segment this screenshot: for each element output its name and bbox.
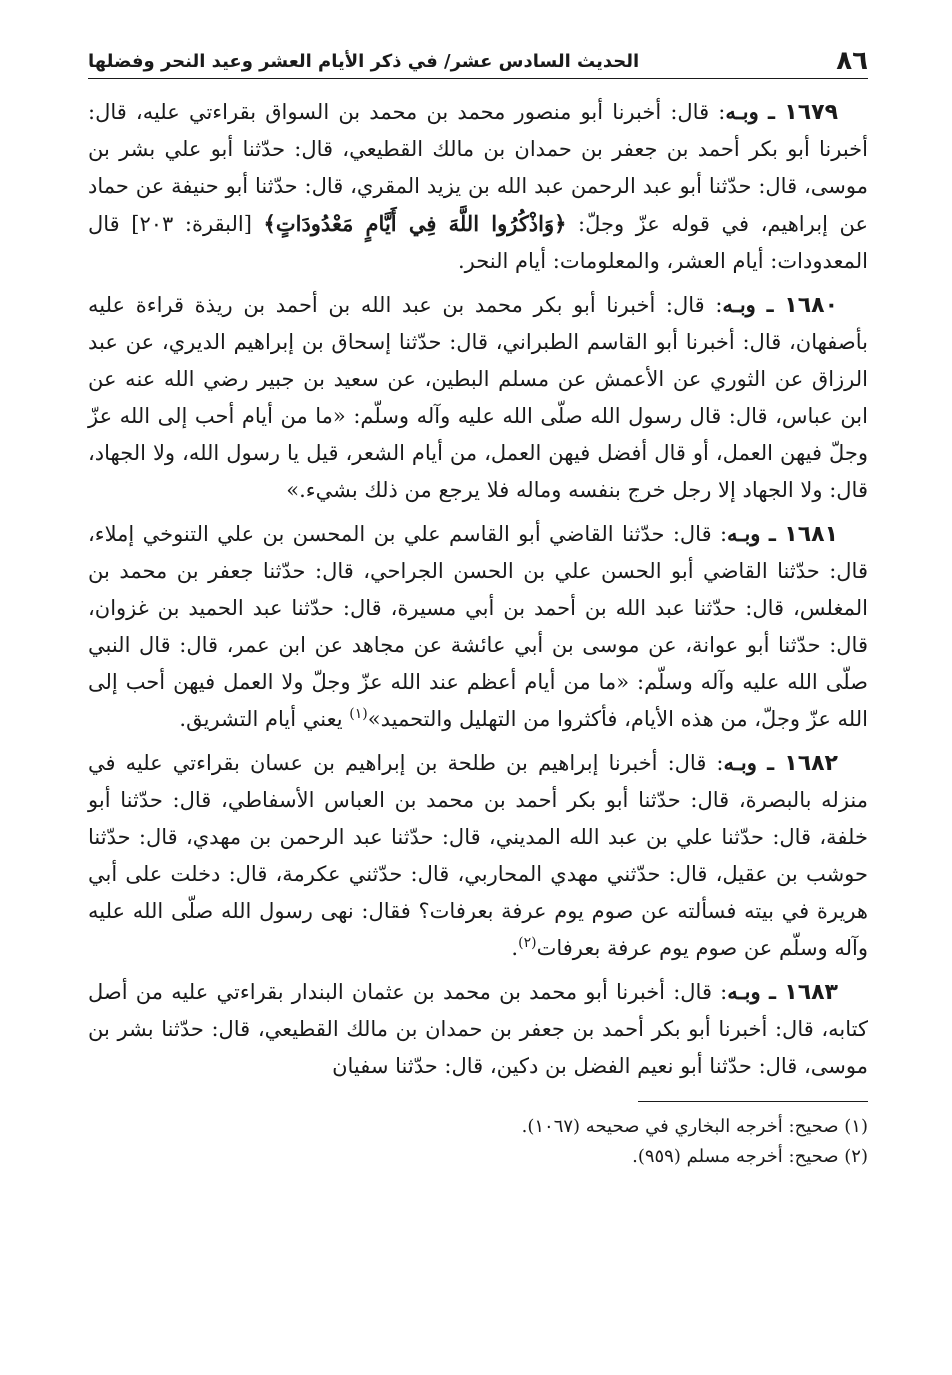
hadith-number: ١٦٨٣ xyxy=(784,980,838,1005)
footnote-ref[interactable]: (٢) xyxy=(518,935,537,951)
page-number: ٨٦ xyxy=(836,46,868,76)
quran-verse: ﴿وَاذْكُرُوا اللَّهَ فِي أَيَّامٍ مَعْدُودَاتٍ﴾ xyxy=(263,211,567,236)
hadith-separator: ـ xyxy=(766,293,774,317)
hadith-text: : قال: أخبرنا أبو محمد بن محمد بن عثمان البندار بقراءتي عليه من أصل كتابه، قال: أخبرنا أبو بكر أحمد بن جعفر بن حمدان بن مالك القطيعي، قال: حدّثنا بشر بن موسى، قال: حدّثنا أبو نعيم الفضل بن دكين، قال: حدّثنا سفيان xyxy=(88,980,868,1078)
hadith-separator: ـ xyxy=(768,522,776,546)
hadith-lead: وبـه xyxy=(723,750,757,775)
hadith-text: : قال: أخبرنا أبو منصور محمد بن محمد بن السواق بقراءتي عليه، قال: أخبرنا أبو بكر أحمد بن جعفر بن حمدان بن مالك القطيعي، قال: حدّثنا أبو علي بشر بن موسى، قال: حدّثنا أبو عبد الرحمن عبد الله بن يزيد المقري، قال: حدّثنا أبو حنيفة عن حماد عن إبراهيم، في قوله عزّ وجلّ: xyxy=(88,100,869,236)
hadith-number: ١٦٨١ xyxy=(784,522,838,547)
hadith-text-after: يعني أيام التشريق. xyxy=(179,707,350,731)
footnote-2: (٢) صحيح: أخرجه مسلم (٩٥٩). xyxy=(632,1146,868,1167)
hadith-separator: ـ xyxy=(767,100,776,124)
footnote-divider xyxy=(638,1101,868,1102)
hadith-number: ١٦٨٠ xyxy=(784,293,838,318)
running-head xyxy=(88,40,868,79)
footnotes xyxy=(88,1112,868,1172)
hadith-separator: ـ xyxy=(768,980,777,1004)
hadith-lead: وبـه xyxy=(727,521,761,546)
hadith-text-after: [البقرة: ٢٠٣] قال المعدودات: أيام العشر، والمعلومات: أيام النحر. xyxy=(88,212,868,273)
hadith-lead: وبـه xyxy=(722,292,756,317)
chapter-title: الحديث السادس عشر/ في ذكر الأيام العشر وعيد النحر وفضلها xyxy=(88,51,640,72)
hadith-lead: وبـه xyxy=(725,99,759,124)
hadith-text: : قال: أخبرنا أبو بكر محمد بن عبد الله بن أحمد بن ريذة قراءة عليه بأصفهان، قال: أخبرنا أبو القاسم الطبراني، قال: حدّثنا إسحاق بن إبراهيم الديري، عن عبد الرزاق عن الثوري عن الأعمش عن مسلم البطين، عن سعيد بن جبير رضي الله عنه عن ابن عباس، قال: قال رسول الله صلّى الله عليه وآله وسلّم: «ما من أيام أحب إلى الله عزّ وجلّ فيهن العمل، أو قال أفضل فيهن العمل، من أيام الشعر، قيل يا رسول الله، ولا الجهاد، قال: ولا الجهاد إلا رجل خرج بنفسه وماله فلا يرجع من ذلك بشيء.» xyxy=(88,293,868,502)
footnote-1: (١) صحيح: أخرجه البخاري في صحيحه (١٠٦٧). xyxy=(521,1116,868,1137)
hadith-number: ١٦٨٢ xyxy=(784,751,838,776)
hadith-1681 xyxy=(88,515,868,738)
hadith-separator: ـ xyxy=(767,751,775,775)
hadith-1683 xyxy=(88,973,868,1085)
hadith-text-after: . xyxy=(511,936,519,960)
hadith-1682 xyxy=(88,744,868,967)
hadith-lead: وبـه xyxy=(727,979,761,1004)
page xyxy=(88,40,868,1172)
hadith-1679 xyxy=(88,93,868,280)
footnote-ref[interactable]: (١) xyxy=(349,706,368,722)
hadith-1680 xyxy=(88,286,868,509)
main-text xyxy=(88,93,868,1085)
hadith-number: ١٦٧٩ xyxy=(784,100,838,125)
hadith-text: : قال: أخبرنا إبراهيم بن طلحة بن إبراهيم بن عسان بقراءتي عليه في منزله بالبصرة، قال: حدّثنا أبو بكر أحمد بن محمد بن العباس الأسفاطي، قال: حدّثنا أبو خلفة، قال: حدّثنا علي بن عبد الله المديني، قال: حدّثنا عبد الرحمن بن مهدي، قال: حدّثنا حوشب بن عقيل، قال: حدّثني مهدي المحاربي، قال: حدّثني عكرمة، قال: دخلت على أبي هريرة في بيته فسألته عن صوم يوم عرفة بعرفات؟ فقال: نهى رسول الله صلّى الله عليه وآله وسلّم عن صوم يوم عرفة بعرفات xyxy=(88,751,868,960)
hadith-text: : قال: حدّثنا القاضي أبو القاسم علي بن المحسن بن علي التنوخي إملاء، قال: حدّثنا القاضي أبو الحسن علي بن الحسن الجراحي، قال: حدّثنا جعفر بن محمد بن المغلس، قال: حدّثنا عبد الله بن أحمد بن أبي مسيرة، قال: حدّثنا عبد الحميد بن غزوان، قال: حدّثنا أبو عوانة، عن موسى بن أبي عائشة عن مجاهد عن ابن عمر، قال: قال النبي صلّى الله عليه وآله وسلّم: «ما من أيام أعظم عند الله عزّ وجلّ ولا العمل فيهن أحب إلى الله عزّ وجلّ، من هذه الأيام، فأكثروا من التهليل والتحميد» xyxy=(88,522,868,731)
